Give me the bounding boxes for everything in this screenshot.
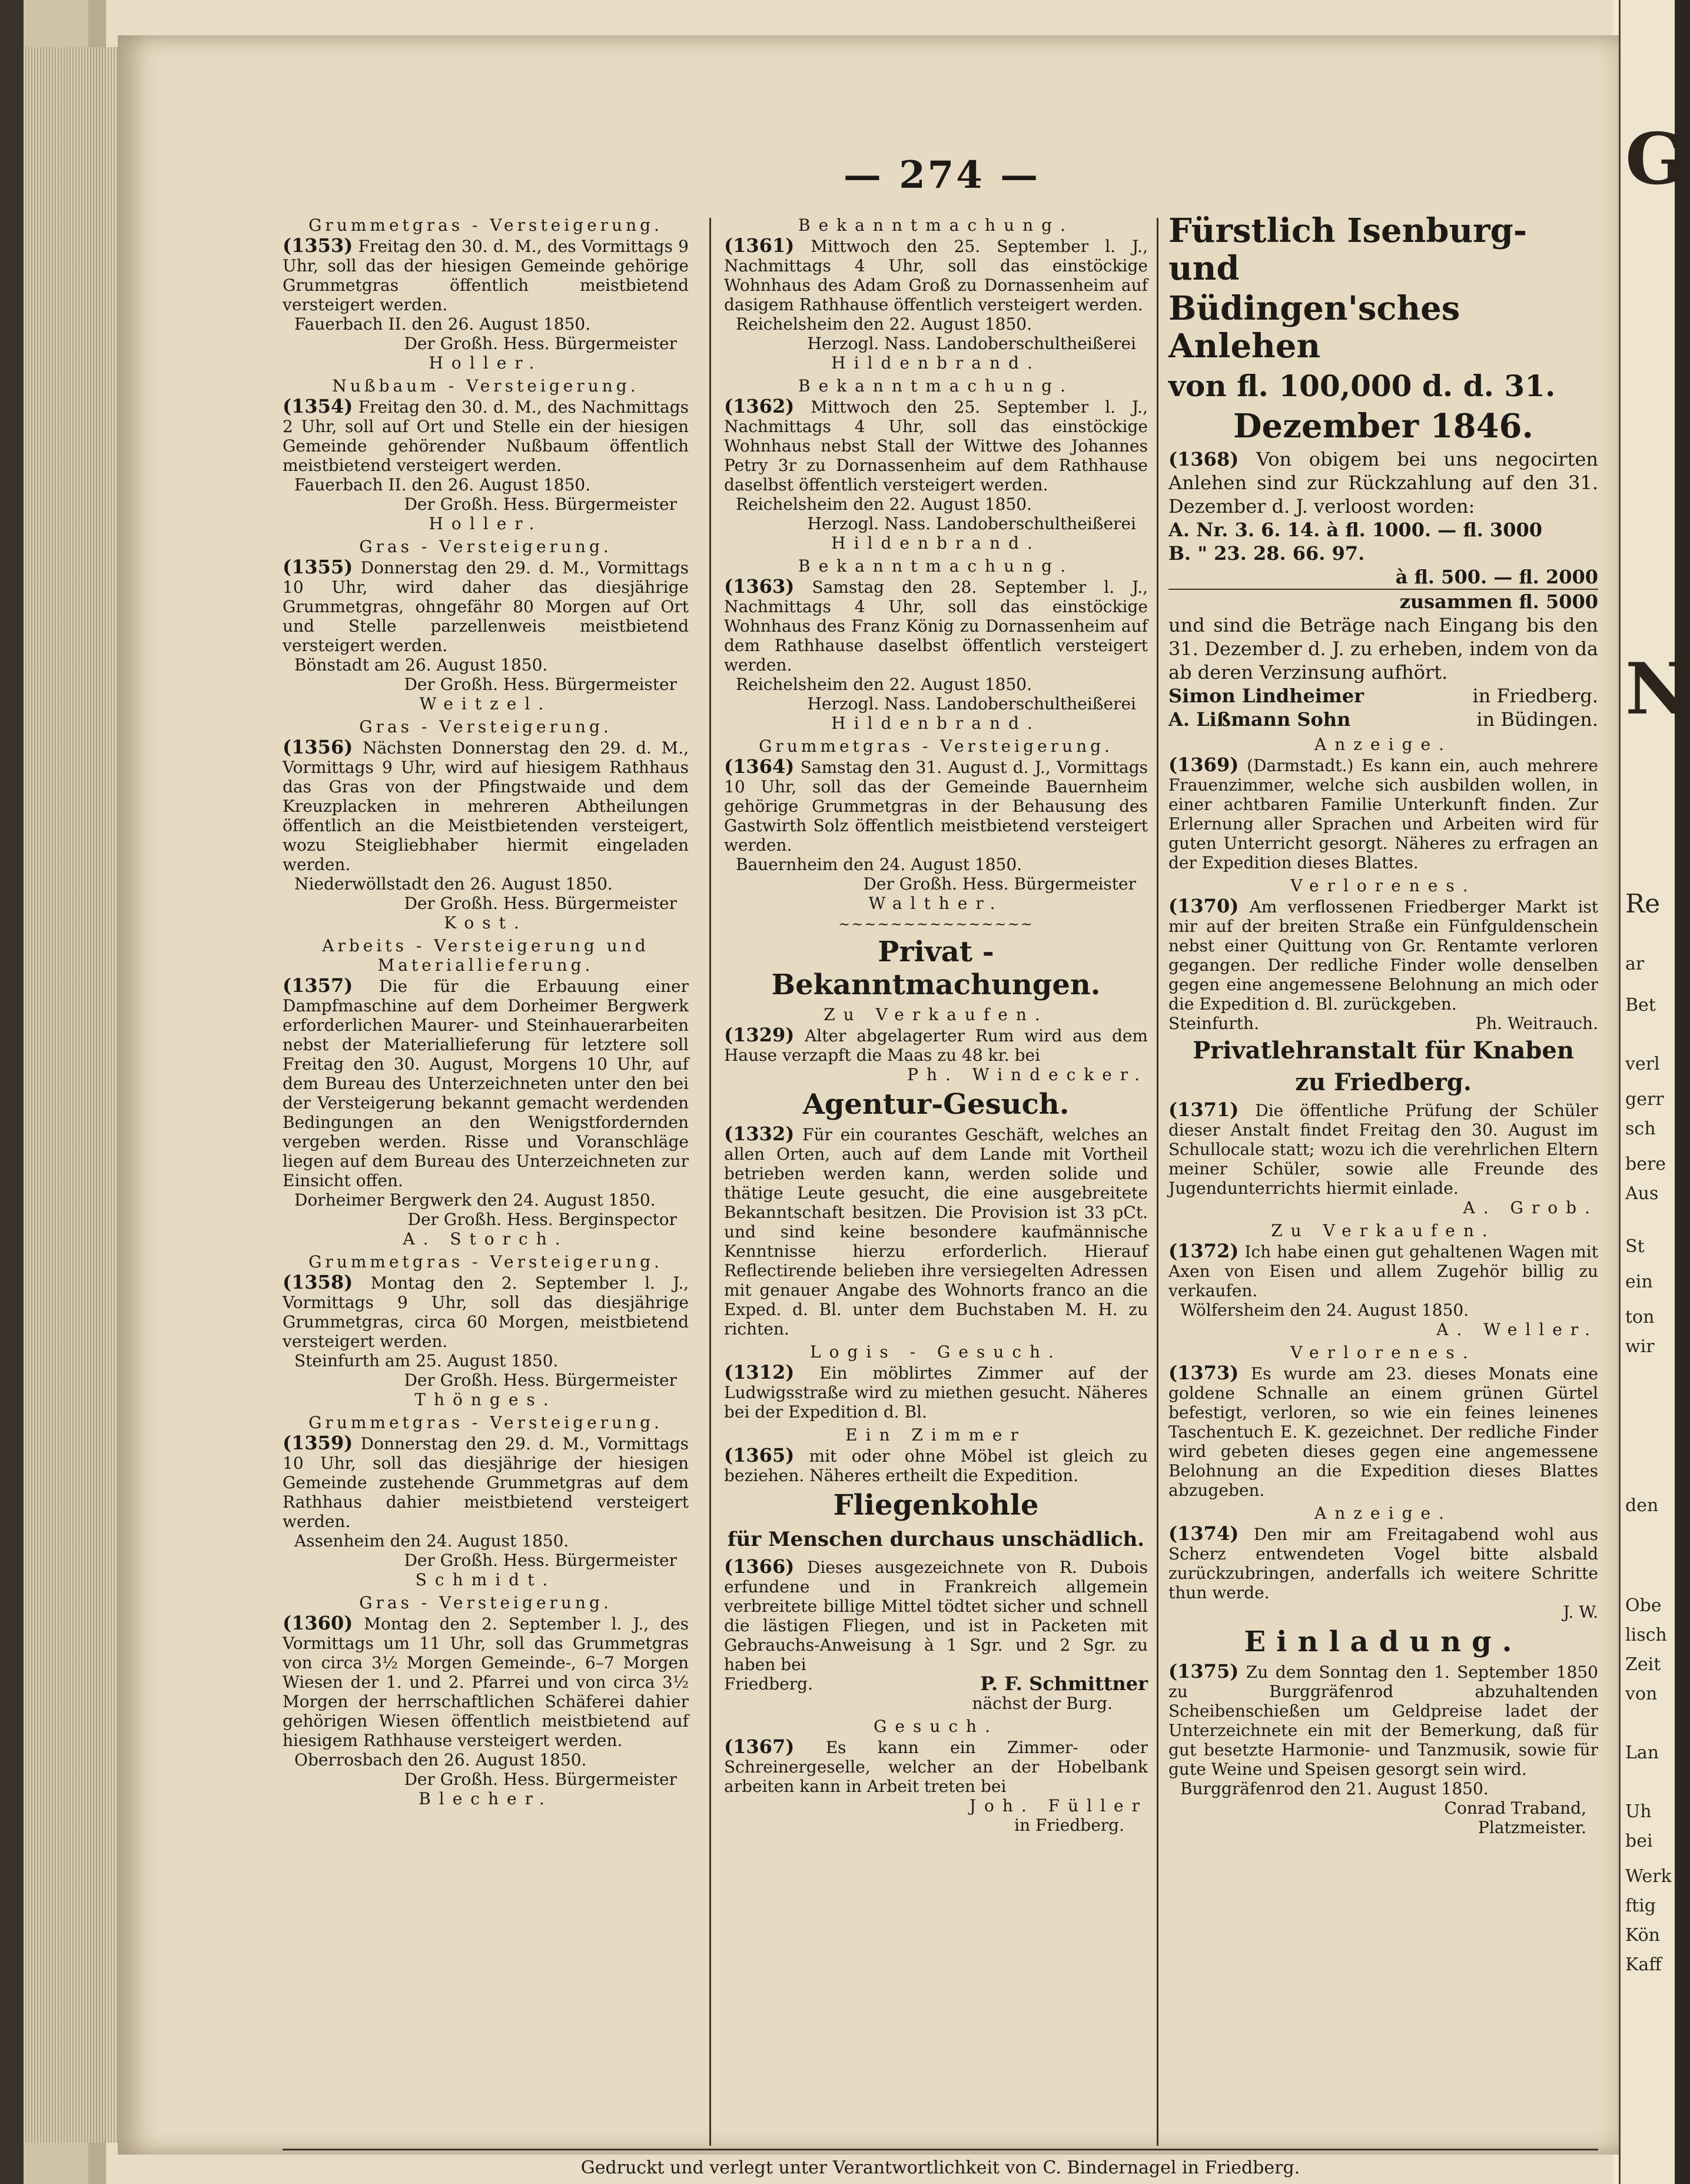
notice-1367 [724, 1737, 1148, 1835]
notice-place-date: Reichelsheim den 22. August 1850. [736, 314, 1032, 334]
notice-signature-name: Holler. [429, 514, 543, 533]
notice-body: Für ein courantes Geschäft, welches an allen Orten, auch auf dem Lande mit Vortheil betrieben werden kann, werden solide und thätige Leute gesucht, die eine ausgebreitete Bekanntschaft besitzen. Die Provision ist 33 pCt. und sind keine besondere kaufmännische Kenntnisse hierzu erforderlich. Hierauf Reflectirende belieben ihre versiegelten Adressen mit genauer Angabe des Wohnorts franco an die Exped. d. Bl. unter dem Buchstaben M. H. zu richten. [724, 1125, 1148, 1339]
notice-body: Es kann ein Zimmer- oder Schreinergeselle, welcher an der Hobelbank arbeiten kann in Arbeit treten bei [724, 1738, 1148, 1796]
facing-page-word: ftig [1625, 1896, 1656, 1916]
notice-signature-name: Schmidt. [415, 1570, 556, 1589]
notice-body: Freitag den 30. d. M., des Vormittags 9 Uhr, soll das der hiesigen Gemeinde gehörige Grummetgras öffentlich meistbietend versteigert werden. [283, 237, 689, 314]
notice-1355 [283, 537, 689, 713]
notice-body: Ich habe einen gut gehaltenen Wagen mit Axen von Eisen und allem Zugehör billig zu verkaufen. [1168, 1242, 1598, 1300]
notice-signature-name: Ph. Windecker. [907, 1065, 1148, 1084]
private-notices-heading: Privat - Bekanntmachungen. [771, 935, 1101, 1001]
notice-number: (1362) [724, 395, 795, 417]
loan-heading-line: Fürstlich Isenburg- und [1168, 211, 1528, 288]
invitation-heading: Einladung. [1244, 1625, 1523, 1658]
facing-page-word: Kaff [1625, 1954, 1662, 1975]
notice-place-date: Fauerbach II. den 26. August 1850. [294, 314, 591, 334]
notice-signature-name: Conrad Traband, [1444, 1798, 1586, 1818]
notice-body: Am verflossenen Friedberger Markt ist mir auf der breiten Straße ein Fünfguldenschein nebst einer Quittung von Gr. Rentamte verloren gegangen. Der redliche Finder wolle denselben gegen eine angemessene Belohnung an mich oder die Expedition d. Bl. zurückgeben. [1168, 897, 1598, 1014]
notice-number: (1360) [283, 1612, 353, 1634]
facing-page-word: lisch [1625, 1625, 1667, 1645]
notice-body: (Darmstadt.) Es kann ein, auch mehrere Frauenzimmer, welche sich ausbilden wollen, in einer achtbaren Familie Unterkunft finden. Zur Erlernung aller Sprachen und Arbeiten wird für guten Unterricht gesorgt. Näheres zu erfragen an der Expedition dieses Blattes. [1168, 756, 1598, 872]
facing-page-word: St [1625, 1236, 1645, 1257]
facing-page-word: wir [1625, 1336, 1655, 1357]
notice-number: (1369) [1168, 754, 1239, 776]
loan-row-b: B. " 23. 28. 66. 97. [1168, 542, 1365, 565]
facing-page-letter: G [1625, 118, 1686, 201]
notice-place-date: Wölfersheim den 24. August 1850. [1180, 1300, 1469, 1320]
notice-number: (1365) [724, 1444, 795, 1466]
notice-heading: Grummetgras - Versteigerung. [308, 1413, 663, 1432]
section-heading: Logis - Gesuch. [810, 1342, 1062, 1362]
notice-signature-name: Ph. Weitrauch. [1475, 1014, 1598, 1033]
notice-heading: Gras - Versteigerung. [359, 537, 612, 556]
notice-body: Alter abgelagerter Rum wird aus dem Hause verzapft die Maas zu 48 kr. bei [724, 1026, 1148, 1065]
school-heading: zu Friedberg. [1295, 1068, 1472, 1096]
notice-signature-name: Blecher. [419, 1789, 553, 1808]
facing-page-word: den [1625, 1495, 1659, 1516]
facing-page-word: Werk [1625, 1866, 1672, 1887]
notice-body: Dieses ausgezeichnete von R. Dubois erfundene und in Frankreich allgemein verbreitete billige Mittel tödtet sicher und schnell die lästigen Fliegen, und ist in Packeten mit Gebrauchs-Anweisung à 1 Sgr. und 2 Sgr. zu haben bei [724, 1558, 1148, 1674]
section-heading: Verlorenes. [1290, 1343, 1476, 1362]
notice-place-date: Burggräfenrod den 21. August 1850. [1180, 1779, 1489, 1798]
notice-1374 [1168, 1524, 1598, 1622]
notice-place: Steinfurth. [1168, 1014, 1259, 1033]
loan-heading-line: Dezember 1846. [1233, 407, 1533, 446]
notice-place-date: Niederwöllstadt den 26. August 1850. [294, 874, 613, 894]
notice-body: Es wurde am 23. dieses Monats eine goldene Schnalle an einem grünen Gürtel befestigt, verloren, so wie ein feines leinenes Taschentuch E. K. gezeichnet. Der redliche Finder wird gebeten dieses gegen eine angemessene Belohnung an die Expedition dieses Blattes abzugeben. [1168, 1364, 1599, 1500]
column-rule [709, 218, 711, 2146]
bank-name: A. Lißmann Sohn [1168, 708, 1351, 731]
facing-page-word: Obe [1625, 1595, 1662, 1616]
notice-signature-place: in Friedberg. [1014, 1815, 1124, 1835]
notice-number: (1355) [283, 556, 353, 578]
notice-signature-name: Hildenbrand. [831, 713, 1041, 733]
notice-number: (1374) [1168, 1522, 1239, 1545]
notice-heading: Grummetgras - Versteigerung. [759, 736, 1113, 756]
facing-page-letter: N [1625, 648, 1690, 731]
facing-page-word: Lan [1625, 1742, 1659, 1763]
loan-row-a: A. Nr. 3. 6. 14. à fl. 1000. — fl. 3000 [1168, 519, 1542, 541]
notice-1329 [724, 1025, 1148, 1084]
notice-signature-title: Der Großh. Hess. Bürgermeister [404, 1370, 677, 1390]
facing-page-word: Re [1625, 889, 1661, 919]
facing-page-word: ar [1625, 954, 1645, 974]
notice-heading: Grummetgras - Versteigerung. [308, 1252, 663, 1272]
fly-charcoal-subheading: für Menschen durchaus unschädlich. [727, 1528, 1145, 1551]
notice-number: (1356) [283, 736, 353, 758]
notice-number: (1368) [1168, 448, 1239, 470]
notice-body: Von obigem bei uns negocirten Anlehen sind zur Rückzahlung auf den 31. Dezember d. J. verloost worden: [1168, 448, 1599, 517]
notice-signature-title: Der Großh. Hess. Bürgermeister [404, 1770, 677, 1789]
notice-1362 [724, 376, 1148, 553]
notice-body: Donnerstag den 29. d. M., Vormittags 10 Uhr, soll das diesjährige der hiesigen Gemeinde zustehende Grummetgras auf dem Rathhaus dahier meistbietend versteigert werden. [283, 1434, 689, 1531]
notice-body: mit oder ohne Möbel ist gleich zu beziehen. Näheres ertheilt die Expedition. [724, 1446, 1148, 1485]
notice-signature-name: Weitzel. [419, 694, 552, 713]
notice-body: Zu dem Sonntag den 1. September 1850 zu Burggräfenrod abzuhaltenden Scheibenschießen um Geldpreise ladet der Unterzeichnete ein mit der Bemerkung, daß für gut besetzte Harmonie- und Tanzmusik, sowie für gute Weine und Speisen gesorgt sein wird. [1168, 1662, 1598, 1779]
column-rule [1157, 218, 1158, 2146]
notice-number: (1357) [283, 974, 353, 997]
notice-number: (1329) [724, 1024, 795, 1046]
notice-body: Donnerstag den 29. d. M., Vormittags 10 Uhr, wird daher das diesjährige Grummetgras, ohngefähr 80 Morgen auf Ort und Stelle parzellenweis meistbietend versteigert werden. [283, 558, 689, 655]
notice-signature-title: Der Großh. Hess. Berginspector [407, 1210, 677, 1229]
notice-number: (1372) [1168, 1240, 1239, 1262]
firm-address: nächst der Burg. [972, 1694, 1113, 1713]
ornamental-divider: ~~~~~~~~~~~~~~~ [838, 916, 1034, 932]
facing-page-word: Aus [1625, 1183, 1659, 1204]
column-middle [724, 212, 1148, 2143]
notice-place: Friedberg. [724, 1674, 813, 1694]
notice-1353 [283, 215, 689, 373]
notice-signature-title: Der Großh. Hess. Bürgermeister [404, 894, 677, 913]
facing-page-word: sch [1625, 1118, 1656, 1139]
notice-number: (1361) [724, 234, 795, 257]
notice-signature-name: A. Weller. [1436, 1320, 1598, 1339]
notice-1370 [1168, 897, 1598, 1033]
notice-signature-name: A. Storch. [403, 1229, 569, 1249]
notice-place-date: Assenheim den 24. August 1850. [294, 1531, 569, 1551]
notice-number: (1371) [1168, 1098, 1239, 1121]
notice-place-date: Dorheimer Bergwerk den 24. August 1850. [294, 1190, 656, 1210]
loan-heading-line: Büdingen'sches Anlehen [1168, 289, 1460, 366]
bank-place: in Büdingen. [1476, 708, 1598, 731]
notice-1332 [724, 1124, 1148, 1339]
notice-place-date: Bönstadt am 26. August 1850. [294, 655, 548, 675]
facing-page-word: bei [1625, 1831, 1653, 1851]
notice-1358 [283, 1252, 689, 1409]
notice-body: Montag den 2. September l. J., Vormittags 9 Uhr, soll das diesjährige Grummetgras, circa 60 Morgen, meistbietend versteigert werden. [283, 1273, 689, 1351]
footer-rule [283, 2149, 1598, 2150]
section-heading: Gesuch. [874, 1717, 998, 1736]
notice-body: Montag den 2. September l. J., des Vormittags um 11 Uhr, soll das Grummetgras von circa 3½ Morgen Gemeinde-, 6–7 Morgen Wiesen der 1. und 2. Pfarrei und von circa 3½ Morgen der herrschaftlichen Schäferei dahier gehörigen Wiesen öffentlich meistbietend auf hiesigem Rathhause versteigert werden. [283, 1614, 689, 1750]
notice-number: (1332) [724, 1123, 795, 1145]
loan-heading-line: von fl. 100,000 d. d. 31. [1168, 369, 1556, 403]
notice-1360 [283, 1593, 689, 1808]
agency-heading: Agentur-Gesuch. [802, 1088, 1070, 1121]
page-number: — 274 — [843, 153, 1041, 197]
notice-heading: Bekanntmachung. [798, 376, 1074, 396]
notice-number: (1312) [724, 1361, 795, 1383]
notice-1363 [724, 556, 1148, 733]
section-heading: Zu Verkaufen. [1271, 1221, 1496, 1240]
notice-signature-title: Herzogl. Nass. Landoberschultheißerei [807, 334, 1136, 353]
notice-signature-role: Platzmeister. [1478, 1818, 1586, 1837]
notice-heading: Bekanntmachung. [798, 215, 1074, 235]
bank-place: in Friedberg. [1472, 685, 1598, 707]
notice-1356 [283, 717, 689, 932]
notice-body: Die öffentliche Prüfung der Schüler dieser Anstalt findet Freitag den 30. August im Schullocale statt; wozu ich die verehrlichen Eltern meiner Schüler, sowie alle Freunde des Jugendunterrichts hiermit einlade. [1168, 1101, 1598, 1198]
notice-signature-title: Der Großh. Hess. Bürgermeister [404, 334, 677, 353]
loan-total: zusammen fl. 5000 [1399, 590, 1598, 613]
notice-signature-name: Holler. [429, 353, 543, 373]
notice-1364 [724, 736, 1148, 913]
notice-1365 [724, 1446, 1148, 1485]
notice-signature-name: Kost. [444, 913, 527, 932]
printer-imprint: Gedruckt und verlegt unter Verantwortlichkeit von C. Bindernagel in Friedberg. [580, 2158, 1300, 2178]
bank-name: Simon Lindheimer [1168, 685, 1364, 707]
notice-place-date: Reichelsheim den 22. August 1850. [736, 675, 1032, 694]
notice-signature-title: Herzogl. Nass. Landoberschultheißerei [807, 694, 1136, 713]
notice-heading: Arbeits - Versteigerung und Materiallieferung. [322, 936, 649, 975]
notice-heading: Nußbaum - Versteigerung. [332, 376, 639, 396]
notice-1359 [283, 1413, 689, 1589]
notice-number: (1366) [724, 1555, 795, 1578]
notice-1361 [724, 215, 1148, 373]
notice-number: (1367) [724, 1735, 795, 1758]
notice-number: (1375) [1168, 1660, 1239, 1682]
facing-page-word: ton [1625, 1307, 1655, 1327]
notice-body: Samstag den 28. September l. J., Nachmittags 4 Uhr, soll das einstöckige Wohnhaus des Franz König zu Dornassenheim auf dem Rathhause daselbst öffentlich versteigert werden. [724, 577, 1148, 675]
notice-signature-title: Der Großh. Hess. Bürgermeister [404, 675, 677, 694]
notice-1368 [1168, 447, 1598, 731]
notice-body: Nächsten Donnerstag den 29. d. M., Vormittags 9 Uhr, wird auf hiesigem Rathhaus das Gras von der Pfingstwaide und dem Kreuzplacken in mehreren Abtheilungen öffentlich an die Meistbietenden versteigert, wozu Steigliebhaber hiermit eingeladen werden. [283, 738, 689, 874]
notice-signature-title: Der Großh. Hess. Bürgermeister [404, 494, 677, 514]
notice-signature-name: J. W. [1563, 1602, 1598, 1622]
page-stack-edges [24, 47, 124, 2143]
notice-signature-title: Herzogl. Nass. Landoberschultheißerei [807, 514, 1136, 533]
notice-body-tail: und sind die Beträge nach Eingang bis den 31. Dezember d. J. zu erheben, indem von da ab deren Verzinsung aufhört. [1168, 614, 1598, 683]
facing-page-word: Zeit [1625, 1654, 1661, 1675]
column-right [1168, 212, 1598, 2143]
notice-number: (1370) [1168, 895, 1239, 917]
notice-body: Mittwoch den 25. September l. J., Nachmittags 4 Uhr, soll das einstöckige Wohnhaus nebst Stall der Wittwe des Johannes Petry 3r zu Dornassenheim auf dem Rathhause daselbst öffentlich versteigert werden. [724, 397, 1148, 494]
notice-place-date: Fauerbach II. den 26. August 1850. [294, 475, 591, 494]
notice-signature-name: Hildenbrand. [831, 533, 1041, 553]
section-heading: Anzeige. [1314, 1503, 1452, 1523]
notice-body: Ein möblirtes Zimmer auf der Ludwigsstraße wird zu miethen gesucht. Näheres bei der Expedition d. Bl. [724, 1363, 1148, 1422]
notice-1312 [724, 1363, 1148, 1422]
notice-number: (1353) [283, 234, 353, 257]
notice-1369 [1168, 755, 1598, 872]
notice-body: Freitag den 30. d. M., des Nachmittags 2 Uhr, soll auf Ort und Stelle ein der hiesigen Gemeinde gehörender Nußbaum öffentlich meistbietend versteigert werden. [283, 397, 689, 475]
facing-page-word: Uh [1625, 1801, 1652, 1822]
fly-charcoal-heading: Fliegenkohle [833, 1489, 1039, 1522]
notice-1371 [1168, 1100, 1598, 1217]
notice-place-date: Oberrosbach den 26. August 1850. [294, 1750, 587, 1770]
notice-heading: Bekanntmachung. [798, 556, 1074, 576]
notice-number: (1354) [283, 395, 353, 417]
notice-number: (1364) [724, 755, 795, 778]
notice-1366 [724, 1557, 1148, 1713]
notice-place-date: Bauernheim den 24. August 1850. [736, 855, 1022, 874]
facing-page-word: gerr [1625, 1089, 1664, 1110]
notice-body: Mittwoch den 25. September l. J., Nachmittags 4 Uhr, soll das einstöckige Wohnhaus des Adam Groß zu Dornassenheim auf dasigem Rathhause öffentlich versteigert werden. [724, 237, 1148, 314]
facing-page-word: ein [1625, 1272, 1653, 1292]
notice-signature-name: A. Grob. [1463, 1198, 1598, 1217]
notice-body: Die für die Erbauung einer Dampfmaschine auf dem Dorheimer Bergwerk erforderlichen Maurer- und Steinhauerarbeiten nebst der Materiallieferung für letztere soll Freitag den 30. August, Morgens 10 Uhr, auf dem Bureau des Unterzeichneten unter den bei der Versteigerung bekannt gemacht werdenden Bedingungen an den Wenigstfordernden vergeben werden. Risse und Voranschläge liegen auf dem Bureau des Unterzeichneten zur Einsicht offen. [283, 977, 689, 1190]
firm-name: P. F. Schmittner [980, 1672, 1148, 1695]
notice-1373 [1168, 1363, 1598, 1500]
facing-page-word: verl [1625, 1054, 1660, 1074]
loan-row-b-amount: à fl. 500. — fl. 2000 [1168, 565, 1598, 590]
notice-signature-title: Der Großh. Hess. Bürgermeister [863, 874, 1136, 894]
facing-page-fragment [1619, 0, 1690, 2184]
notice-number: (1363) [724, 575, 795, 598]
section-heading: Zu Verkaufen. [824, 1005, 1048, 1024]
notice-number: (1373) [1168, 1362, 1239, 1384]
notice-signature-name: Joh. Füller [969, 1796, 1148, 1815]
school-heading: Privatlehranstalt für Knaben [1193, 1037, 1574, 1064]
notice-number: (1359) [283, 1432, 353, 1454]
notice-heading: Gras - Versteigerung. [359, 717, 612, 736]
column-left [283, 212, 689, 2143]
notice-heading: Gras - Versteigerung. [359, 1593, 612, 1612]
facing-page-word: von [1625, 1684, 1658, 1704]
notice-body: Samstag den 31. August d. J., Vormittags 10 Uhr, soll das der Gemeinde Bauernheim gehörige Grummetgras in der Behausung des Gastwirth Solz öffentlich meistbietend versteigert werden. [724, 758, 1148, 855]
notice-1357 [283, 936, 689, 1249]
section-heading: Ein Zimmer [845, 1425, 1027, 1445]
notice-1372 [1168, 1242, 1598, 1339]
notice-heading: Grummetgras - Versteigerung. [308, 215, 663, 235]
notice-signature-name: Walther. [868, 894, 1004, 913]
notice-body: Den mir am Freitagabend wohl aus Scherz entwendeten Vogel bitte alsbald zurückzubringen, anderfalls ich weitere Schritte thun werde. [1168, 1525, 1599, 1602]
notice-signature-title: Der Großh. Hess. Bürgermeister [404, 1551, 677, 1570]
section-heading: Anzeige. [1314, 735, 1452, 754]
notice-number: (1358) [283, 1271, 353, 1293]
notice-1375 [1168, 1662, 1598, 1837]
notice-place-date: Steinfurth am 25. August 1850. [294, 1351, 559, 1370]
facing-page-word: Kön [1625, 1925, 1660, 1946]
notice-signature-name: Hildenbrand. [831, 353, 1041, 373]
notice-place-date: Reichelsheim den 22. August 1850. [736, 494, 1032, 514]
facing-page-word: Bet [1625, 995, 1656, 1015]
facing-page-word: bere [1625, 1154, 1666, 1174]
notice-1354 [283, 376, 689, 533]
notice-signature-name: Thönges. [414, 1390, 557, 1409]
section-heading: Verlorenes. [1290, 876, 1476, 895]
